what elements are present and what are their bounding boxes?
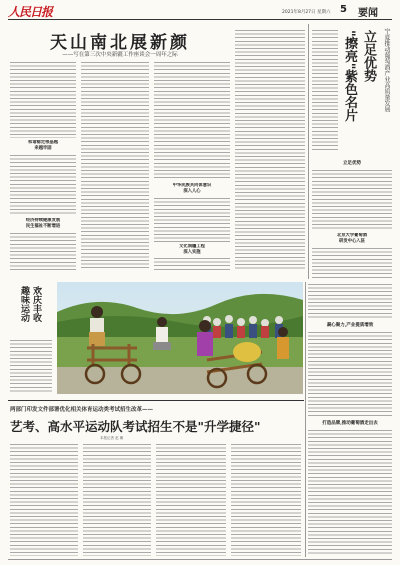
right-divider <box>305 282 306 557</box>
subhead-4: 文化润疆工程 深入实施 <box>179 244 205 255</box>
masthead <box>0 0 400 20</box>
article-column-1b <box>10 155 76 215</box>
bottom-column-1 <box>10 444 78 556</box>
top-article-headline: 天山南北展新颜 <box>50 33 190 53</box>
bottom-column-4 <box>231 444 301 556</box>
bottom-article-kicker: 两部门印发文件部署优化相关体育运动类考试招生改革—— <box>10 407 154 413</box>
article-column-4 <box>235 30 305 271</box>
photo-caption: 欢庆丰收 趣味运动 <box>19 286 41 322</box>
article-column-3b <box>154 198 230 242</box>
article-column-1c <box>10 233 76 271</box>
article-column-3c <box>154 258 230 271</box>
subhead-3: 中华民族共同体意识 深入人心 <box>172 183 212 194</box>
bottom-article-rule <box>8 400 304 401</box>
bottom-column-3 <box>156 444 226 556</box>
subhead-2: 经济持续健康发展 民生福祉不断增进 <box>25 218 61 229</box>
article-column-2 <box>81 62 149 271</box>
issue-date: 2021年8月27日 星期六 <box>282 10 331 15</box>
side-subhead-1: 立足优势 <box>343 161 361 166</box>
side-article-body-2 <box>312 170 392 230</box>
subhead-1: 和谐稳定根基越 来越牢固 <box>27 140 59 151</box>
article-column-1 <box>10 62 76 138</box>
side-subhead-2: 北京大学葡萄酒 研发中心入驻 <box>336 233 368 244</box>
right-column-body-3 <box>308 430 392 554</box>
side-article-body <box>312 30 338 150</box>
right-column-body-2 <box>308 332 392 418</box>
side-article-body-3 <box>312 248 392 279</box>
bottom-article-byline: 本报记者 赵 婀 <box>100 436 124 440</box>
footer-rule <box>8 559 392 560</box>
bottom-column-2 <box>83 444 151 556</box>
section-name: 要闻 <box>358 8 378 19</box>
newspaper-logo: 人民日报 <box>8 5 53 19</box>
side-article-kicker: 宁夏推动葡萄酒产业高质量发展 <box>383 28 390 112</box>
news-photo <box>57 282 303 394</box>
page-number: 5 <box>340 4 347 15</box>
right-subhead-1: 凝心聚力,产业提质增效 <box>326 323 374 328</box>
masthead-rule <box>8 19 392 20</box>
right-column-body-1 <box>308 284 392 320</box>
column-divider <box>308 24 309 279</box>
photo-caption-text <box>10 340 52 394</box>
photo-illustration <box>57 282 303 394</box>
bottom-article-headline: 艺考、高水平运动队考试招生不是"升学捷径" <box>10 419 261 434</box>
top-article-subtitle: ——写在第三次中央新疆工作座谈会一周年之际 <box>62 52 178 58</box>
article-column-3 <box>154 62 230 180</box>
side-article-headline: 立足优势 "擦亮"紫色名片 <box>342 30 376 122</box>
right-subhead-2: 打造品牌,推动葡萄酒走出去 <box>322 421 378 426</box>
